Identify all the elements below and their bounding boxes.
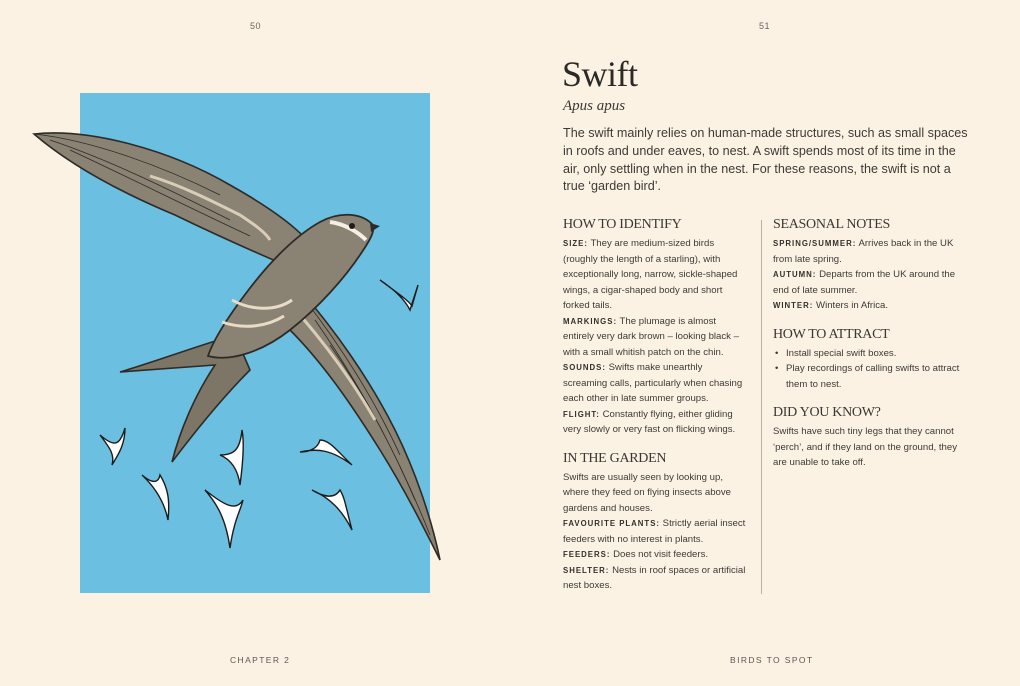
right-info-column — [773, 218, 969, 471]
identify-sounds-text: Swifts make unearthly screaming calls, particularly when chasing each other in late summer groups. — [563, 362, 743, 404]
seasonal-autumn-label: AUTUMN: — [773, 270, 817, 279]
identify-markings-label: MARKINGS: — [563, 316, 618, 326]
seasonal-autumn — [773, 267, 969, 298]
garden-feeders-text: Does not visit feeders. — [613, 549, 709, 560]
garden-plants — [563, 516, 749, 547]
identify-markings — [563, 314, 749, 361]
identify-sounds — [563, 360, 749, 407]
seasonal-spring-label: SPRING/SUMMER: — [773, 239, 857, 248]
seasonal-heading: SEASONAL NOTES — [773, 217, 891, 232]
identify-markings-text: The plumage is almost entirely very dark brown – looking black – with a small whitish patch on the chin. — [563, 315, 739, 358]
didyouknow-text: Swifts have such tiny legs that they cannot ‘perch’, and if they land on the ground, they are unable to take off. — [773, 426, 958, 468]
garden-plants-label: FAVOURITE PLANTS: — [563, 519, 660, 528]
garden-heading: IN THE GARDEN — [563, 450, 667, 466]
garden-plants-text: Strictly aerial insect feeders with no interest in plants. — [563, 518, 746, 545]
species-latin-name: Apus apus — [563, 98, 626, 114]
species-title: Swift — [562, 54, 638, 94]
identify-heading: HOW TO IDENTIFY — [563, 217, 682, 232]
species-intro: The swift mainly relies on human-made structures, such as small spaces in roofs and under eaves, to nest. A swift spends most of its time in the air, only settling when in the nest. For these reasons, the swift is not a true ‘garden bird’. — [563, 126, 968, 194]
identify-flight-text: Constantly flying, either gliding very slowly or very fast on flicking wings. — [563, 408, 736, 435]
seasonal-winter — [773, 298, 969, 314]
left-page-number: 50 — [250, 21, 262, 31]
attract-heading: HOW TO ATTRACT — [773, 326, 890, 342]
seasonal-spring-summer — [773, 236, 969, 267]
garden-feeders — [563, 547, 749, 563]
column-divider — [761, 220, 762, 594]
attract-item: • Install special swift boxes. — [773, 346, 969, 362]
identify-sounds-label: SOUNDS: — [563, 363, 606, 372]
garden-shelter — [563, 563, 749, 594]
garden-intro: Swifts are usually seen by looking up, where they feed on flying insects above gardens and houses. — [563, 471, 731, 514]
footer-chapter: CHAPTER 2 — [230, 655, 291, 665]
right-page-number: 51 — [759, 21, 771, 31]
swift-illustration-background — [80, 93, 430, 593]
identify-flight — [563, 407, 749, 438]
identify-size-label: SIZE: — [563, 239, 588, 248]
seasonal-winter-label: WINTER: — [773, 301, 814, 310]
garden-feeders-label: FEEDERS: — [563, 550, 611, 559]
seasonal-winter-text: Winters in Africa. — [816, 300, 889, 311]
identify-size — [563, 236, 749, 314]
left-info-column — [563, 218, 749, 594]
footer-section: BIRDS TO SPOT — [730, 655, 814, 665]
attract-item: • Play recordings of calling swifts to attract them to nest. — [773, 361, 969, 392]
seasonal-autumn-text: Departs from the UK around the end of late summer. — [773, 269, 956, 296]
identify-size-text: They are medium-sized birds (roughly the length of a starling), with exceptionally long, narrow, sickle-shaped wings, a cigar-shaped body and short forked tails. — [563, 238, 738, 311]
identify-flight-label: FLIGHT: — [563, 409, 600, 419]
garden-shelter-text: Nests in roof spaces or artificial nest boxes. — [563, 564, 746, 591]
seasonal-spring-text: Arrives back in the UK from late spring. — [773, 238, 954, 265]
attract-list — [773, 346, 969, 393]
didyouknow-heading: DID YOU KNOW? — [773, 405, 881, 420]
garden-shelter-label: SHELTER: — [563, 565, 610, 575]
